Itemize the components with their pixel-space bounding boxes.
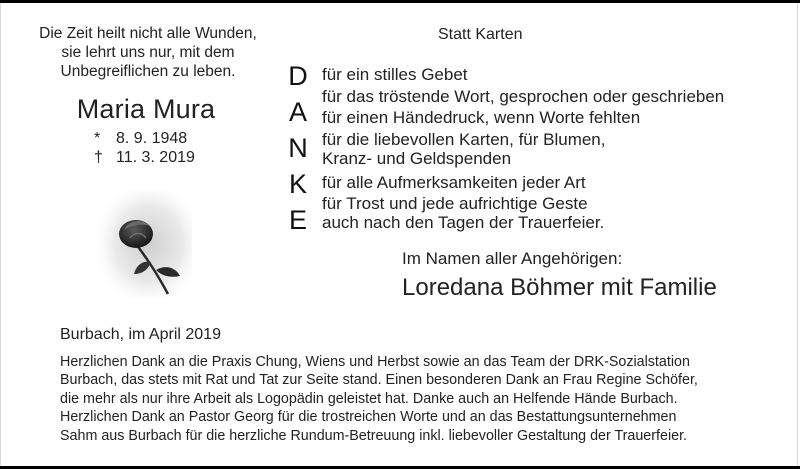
statt-karten-label: Statt Karten — [438, 26, 523, 43]
birth-date-row — [94, 130, 187, 148]
danke-letter: A — [288, 97, 307, 127]
danke-letter: D — [288, 61, 308, 91]
paragraph-line: die mehr als nur ihre Arbeit als Logopädin geleistet hat. Danke auch an Helfende Hände Burbach. — [60, 390, 678, 407]
memorial-quote — [30, 24, 266, 81]
danke-line: Kranz- und Geldspenden — [322, 149, 512, 168]
quote-line: Die Zeit heilt nicht alle Wunden, — [39, 25, 257, 42]
paragraph-line: Burbach, das stets mit Rat und Tat zur Seite stand. Einen besonderen Dank an Frau Regine Schöfer, — [60, 372, 698, 389]
death-date: 11. 3. 2019 — [116, 149, 195, 166]
danke-line: für das tröstende Wort, gesprochen oder geschrieben — [322, 87, 725, 106]
deceased-name: Maria Mura — [76, 94, 216, 124]
top-rule — [0, 0, 800, 3]
danke-letter: K — [288, 169, 307, 199]
danke-line: für die liebevollen Karten, für Blumen, — [322, 130, 606, 149]
danke-line: für einen Händedruck, wenn Worte fehlten — [322, 108, 641, 127]
paragraph-line: Herzlichen Dank an die Praxis Chung, Wiens und Herbst sowie an das Team der DRK-Sozialstation — [60, 354, 690, 370]
paragraph-line: Herzlichen Dank an Pastor Georg für die trostreichen Worte und an das Bestattungsunternehmen — [60, 409, 677, 426]
rose-image — [96, 190, 192, 298]
danke-line: für Trost und jede aufrichtige Geste — [322, 194, 588, 213]
thanks-paragraph — [60, 353, 780, 445]
birth-date: 8. 9. 1948 — [116, 130, 188, 147]
paragraph-line: Sahm aus Burbach für die herzliche Rundum-Betreuung inkl. liebevoller Gestaltung der Trauerfeier. — [60, 427, 688, 444]
danke-line: für ein stilles Gebet — [322, 65, 468, 84]
danke-line: auch nach den Tagen der Trauerfeier. — [322, 213, 605, 232]
death-symbol: † — [94, 149, 103, 166]
birth-symbol: * — [94, 130, 101, 147]
quote-line: Unbegreiflichen zu leben. — [60, 63, 236, 80]
danke-letter: N — [288, 133, 308, 163]
quote-line: sie lehrt uns nur, mit dem — [61, 44, 235, 61]
place-date: Burbach, im April 2019 — [60, 326, 221, 343]
danke-letter: E — [288, 205, 307, 235]
death-date-row — [94, 149, 195, 167]
danke-line: für alle Aufmerksamkeiten jeder Art — [322, 173, 586, 192]
on-behalf-label: Im Namen aller Angehörigen: — [402, 249, 623, 268]
family-signature: Loredana Böhmer mit Familie — [402, 274, 717, 301]
